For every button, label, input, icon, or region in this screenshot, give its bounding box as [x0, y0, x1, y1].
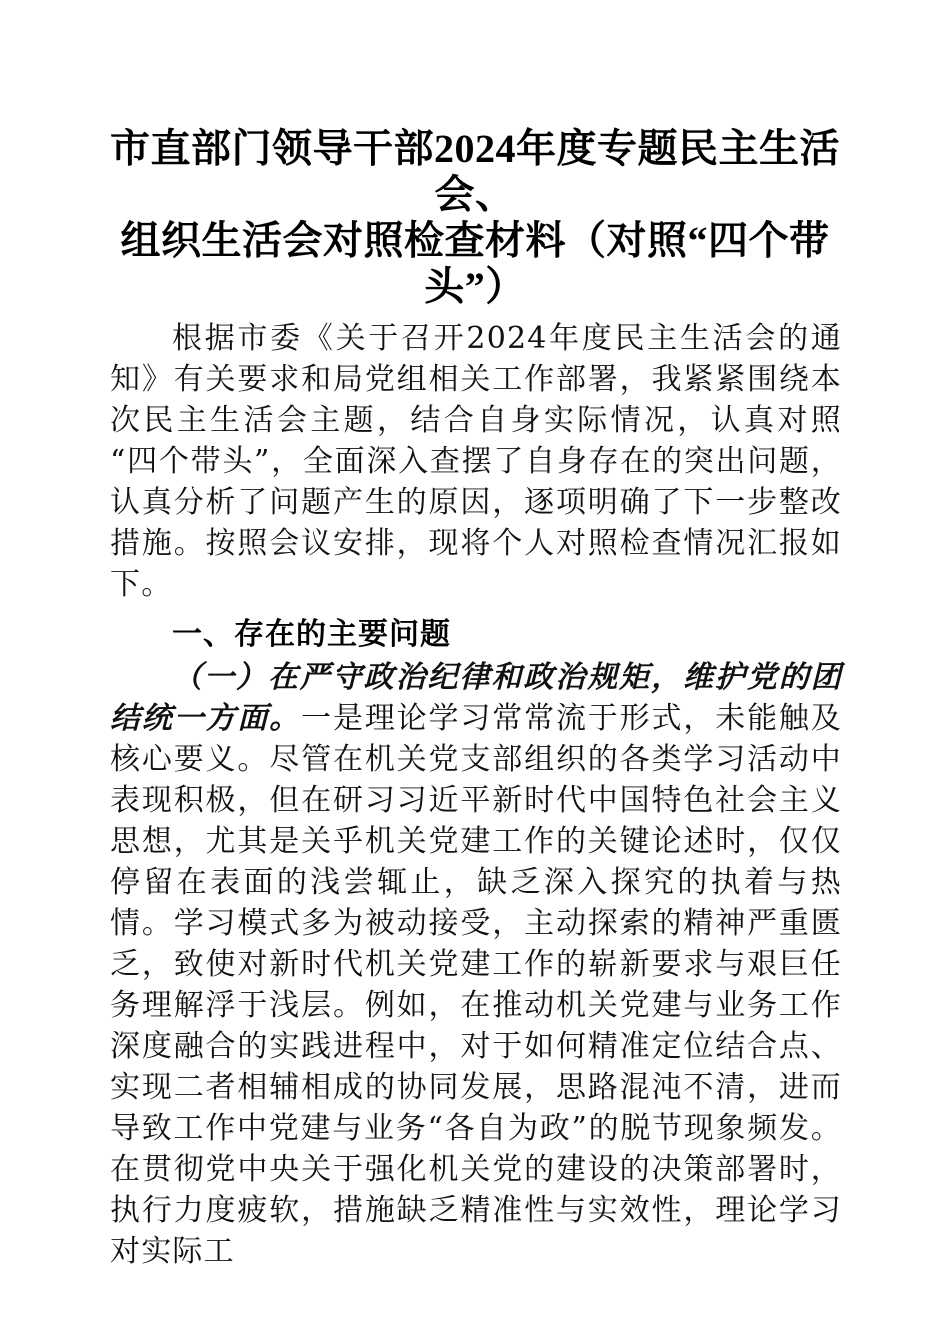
intro-paragraph: 根据市委《关于召开2024年度民主生活会的通知》有关要求和局党组相关工作部署，我紧紧围绕本次民主生活会主题，结合自身实际情况，认真对照“四个带头”，全面深入查摆了自身存在的突出问题，认真分析了问题产生的原因，逐项明确了下一步整改措施。按照会议安排，现将个人对照检查情况汇报如下。 — [110, 321, 842, 602]
subsection-1-body: 一是理论学习常常流于形式，未能触及核心要义。尽管在机关党支部组织的各类学习活动中表现积极，但在研习习近平新时代中国特色社会主义思想，尤其是关乎机关党建工作的关键论述时，仅仅停留在表面的浅尝辄止，缺乏深入探究的执着与热情。学习模式多为被动接受，主动探索的精神严重匮乏，致使对新时代机关党建工作的崭新要求与艰巨任务理解浮于浅层。例如，在推动机关党建与业务工作深度融合的实践进程中，对于如何精准定位结合点、实现二者相辅相成的协同发展，思路混沌不清，进而导致工作中党建与业务“各自为政”的脱节现象频发。在贯彻党中央关于强化机关党的建设的决策部署时，执行力度疲软，措施缺乏精准性与实效性，理论学习对实际工 — [110, 701, 842, 1269]
subsection-1-paragraph — [110, 657, 842, 1272]
page-title-line-3: 头”） — [424, 264, 526, 309]
page-title-line-1: 市直部门领导干部2024年度专题民主生活会、 — [110, 126, 840, 217]
subsection-heading-1: （一）在严守政治纪律和政治规矩，维护党的团结统一方面。 — [110, 660, 842, 736]
page-title-line-2: 组织生活会对照检查材料（对照“四个带 — [120, 218, 830, 263]
page-title — [110, 126, 840, 310]
section-heading-1: 一、存在的主要问题 — [172, 618, 451, 651]
document-body — [110, 318, 842, 1272]
